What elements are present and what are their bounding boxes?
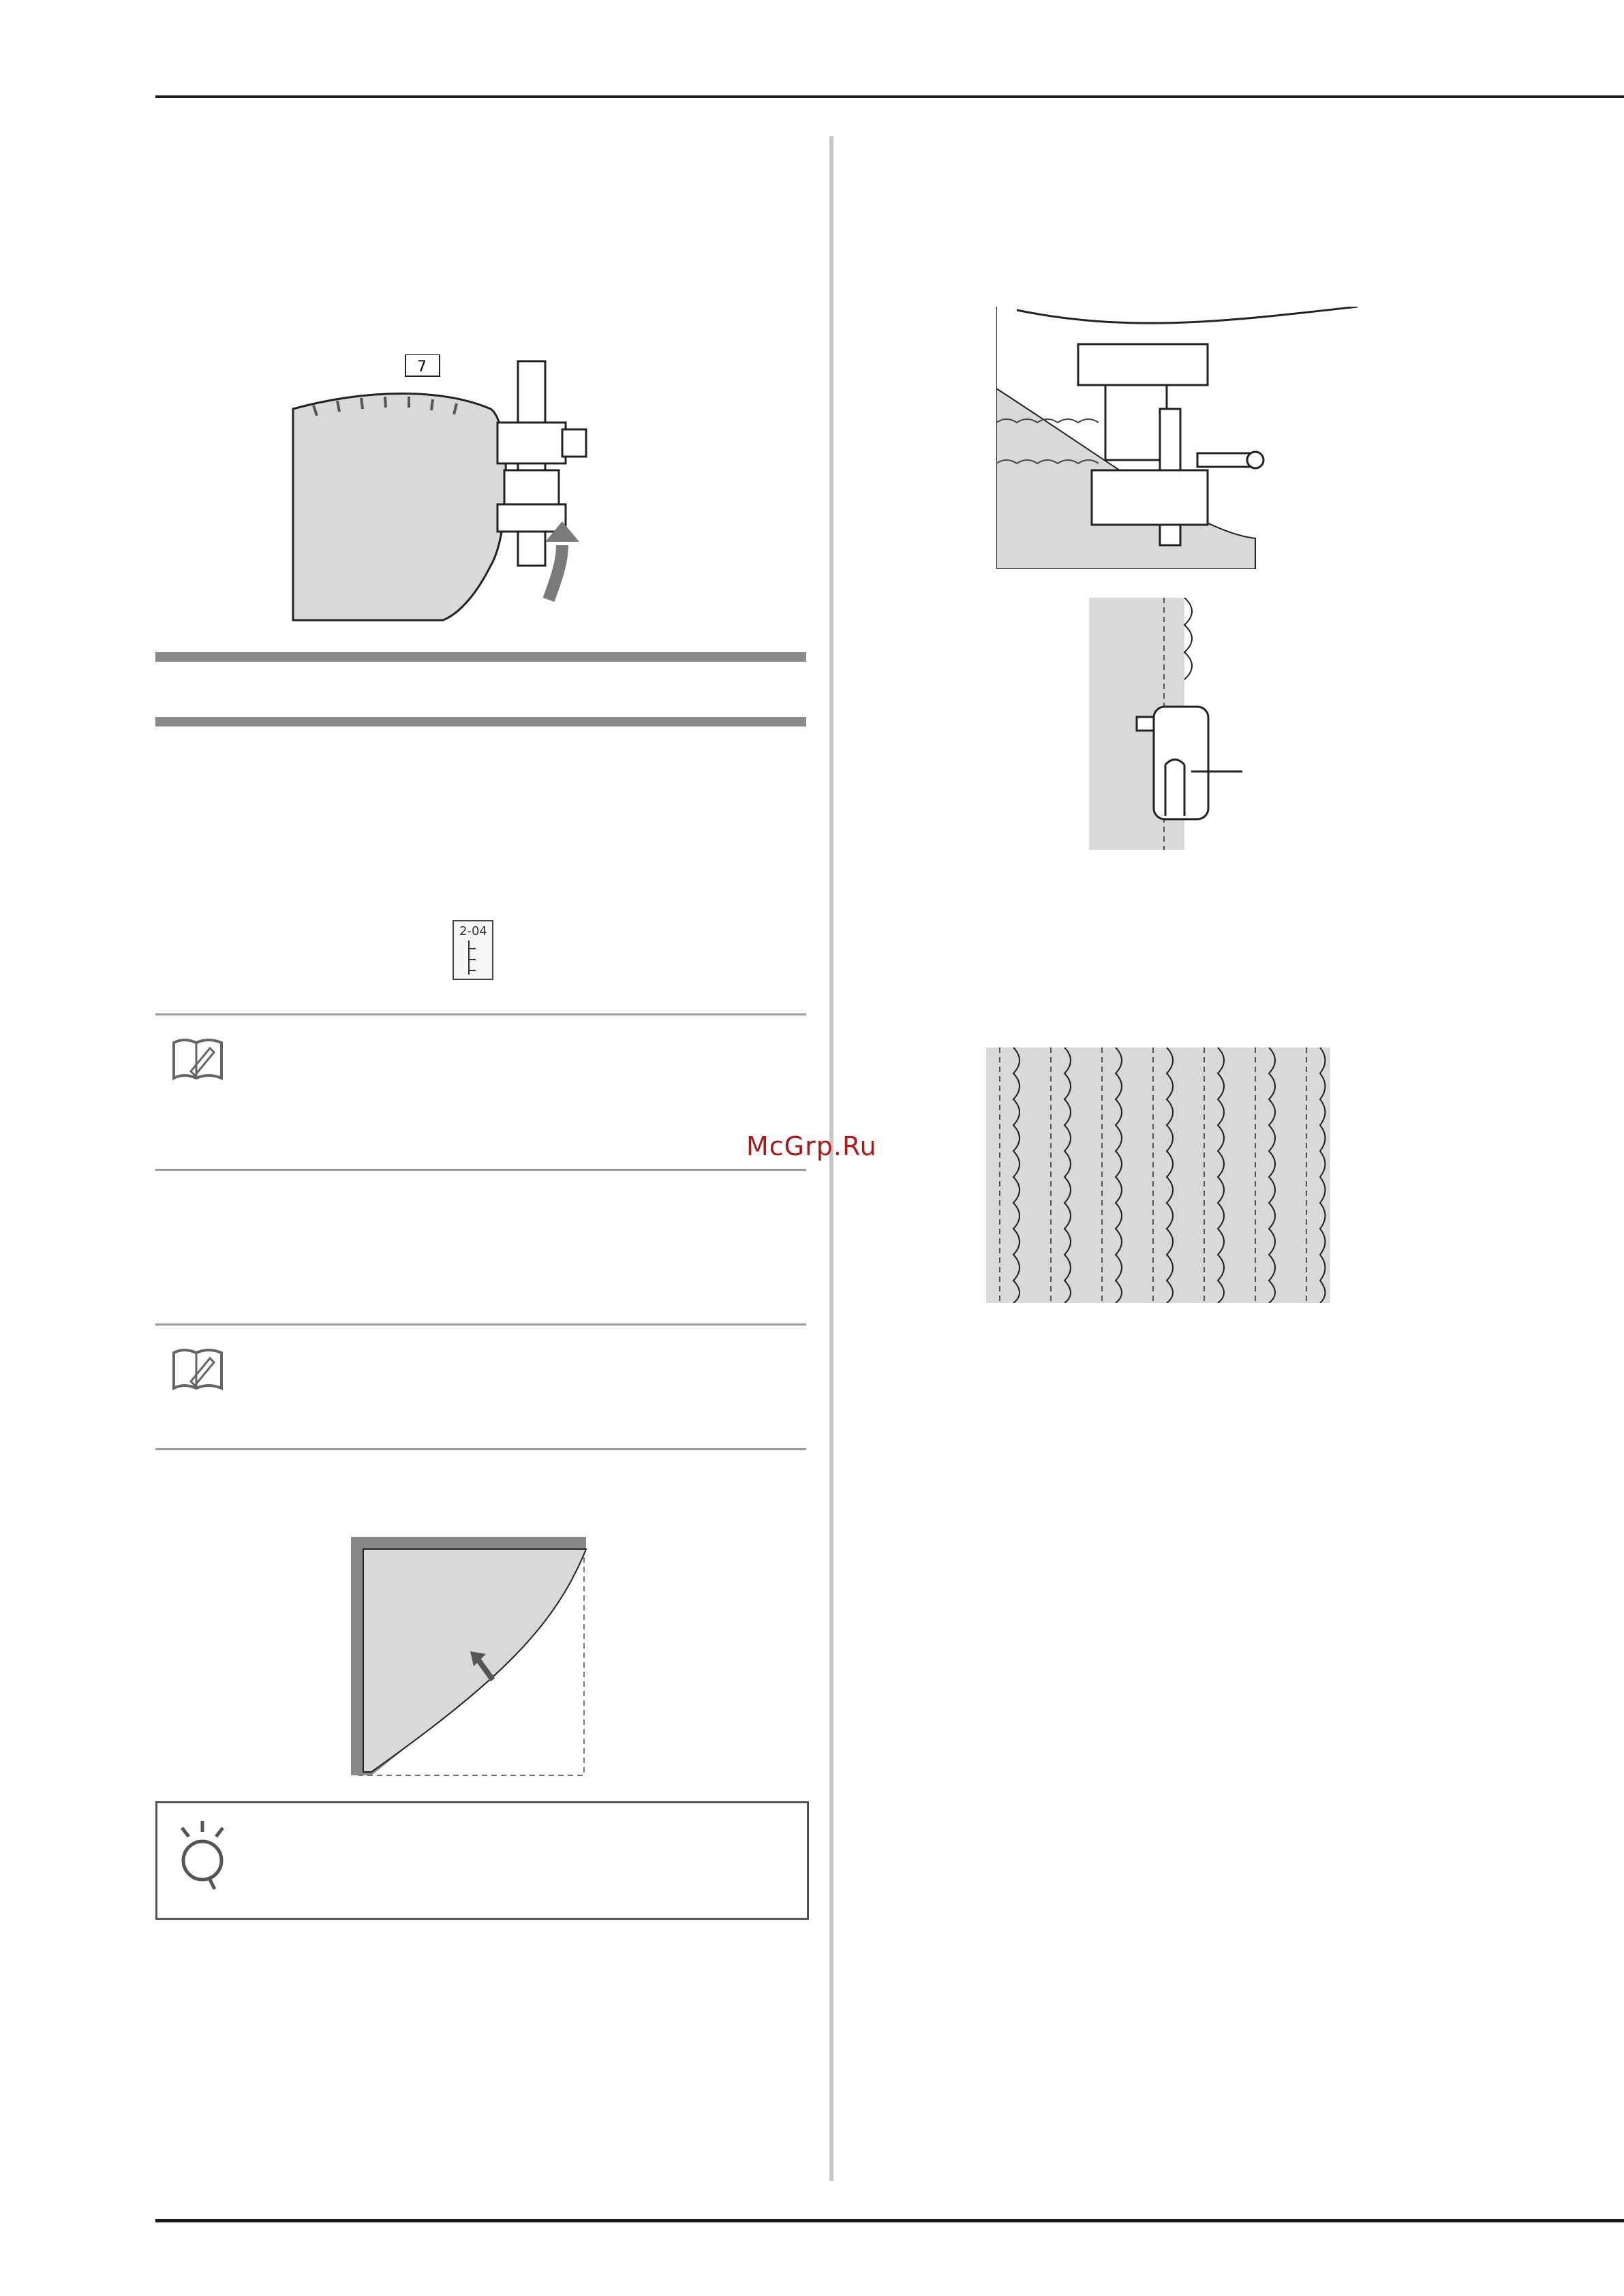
foot-top-view-figure <box>1089 598 1242 850</box>
stitch-icon <box>453 920 493 980</box>
memo-icon <box>170 1346 225 1394</box>
scallop-rows-figure <box>986 1047 1330 1303</box>
section-band-top <box>155 652 806 662</box>
corner-fabric-figure <box>351 1537 593 1779</box>
memo-top-line-2 <box>155 1323 806 1326</box>
foot-scallop-figure <box>996 307 1358 569</box>
memo-bottom-line-1 <box>155 1169 806 1171</box>
watermark: McGrp.Ru <box>746 1131 877 1161</box>
memo-top-line-1 <box>155 1013 806 1015</box>
tip-box <box>155 1801 809 1920</box>
tip-icon <box>174 1820 232 1891</box>
stitch-pattern-icon <box>465 940 481 975</box>
top-rule <box>155 95 1624 98</box>
curve-sewing-figure <box>286 354 668 624</box>
stitch-code: 2-04 <box>459 924 487 938</box>
section-band-bottom <box>155 717 806 726</box>
memo-bottom-line-2 <box>155 1448 806 1450</box>
presser-number: 7 <box>417 358 427 376</box>
memo-icon <box>170 1036 225 1084</box>
bottom-rule <box>155 2219 1624 2222</box>
